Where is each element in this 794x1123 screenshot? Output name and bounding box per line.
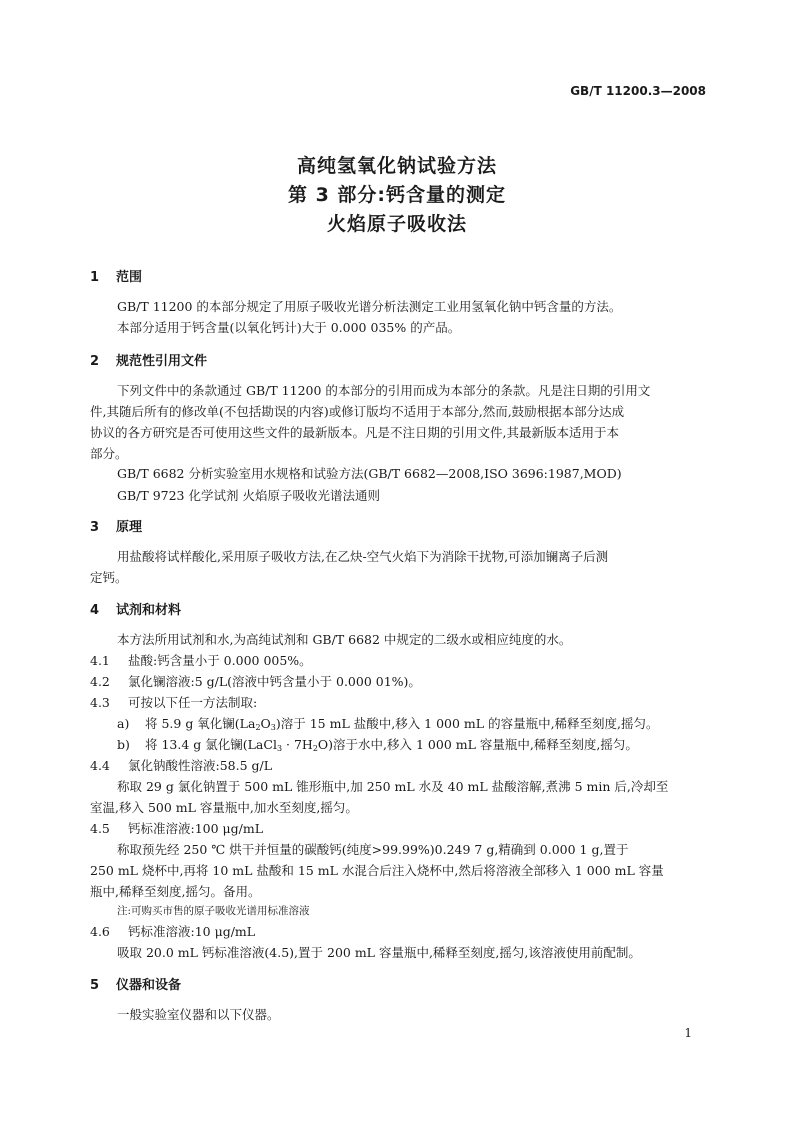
section-title: 规范性引用文件 — [116, 354, 208, 369]
section-4-heading — [90, 599, 181, 618]
subscript: 2 — [312, 744, 318, 753]
paragraph-line: 下列文件中的条款通过 GB/T 11200 的本部分的引用而成为本部分的条款。凡是注日期的引用文 — [117, 383, 651, 398]
list-text: )溶于 15 mL 盐酸中,移入 1 000 mL 的容量瓶中,稀释至刻度,摇匀。 — [275, 716, 659, 731]
clause-text: 可按以下任一方法制取: — [128, 695, 258, 710]
section-1-heading — [90, 266, 142, 285]
list-text: 将 13.4 g 氯化镧(LaCl — [145, 737, 277, 752]
paragraph-line: 称取 29 g 氯化钠置于 500 mL 锥形瓶中,加 250 mL 水及 40 mL 盐酸溶解,煮沸 5 min 后,冷却至 — [117, 779, 669, 794]
section-number: 5 — [90, 978, 100, 993]
paragraph-line: 瓶中,稀释至刻度,摇匀。备用。 — [90, 884, 261, 899]
paragraph-line: 件,其随后所有的修改单(不包括勘误的内容)或修订版均不适用于本部分,然而,鼓励根据本部分达成 — [90, 404, 625, 419]
paragraph-line: 定钙。 — [90, 570, 128, 585]
clause-text: 盐酸:钙含量小于 0.000 005%。 — [128, 653, 312, 668]
section-number: 3 — [90, 520, 100, 535]
paragraph-line: 室温,移入 500 mL 容量瓶中,加水至刻度,摇匀。 — [90, 800, 358, 815]
paragraph-line: 称取预先经 250 ℃ 烘干并恒量的碳酸钙(纯度>99.99%)0.249 7 g,精确到 0.000 1 g,置于 — [117, 842, 629, 857]
clause-4-5 — [90, 819, 263, 837]
list-text: · 7H — [282, 737, 313, 752]
clause-number: 4.3 — [90, 695, 110, 710]
standard-code: GB/T 11200.3—2008 — [570, 84, 706, 98]
clause-4-1 — [90, 651, 312, 669]
subscript: 3 — [276, 744, 283, 753]
note: 注:可购买市售的原子吸收光谱用标准溶液 — [117, 905, 310, 917]
list-item-a — [117, 714, 659, 732]
paragraph-line: 吸取 20.0 mL 钙标准溶液(4.5),置于 200 mL 容量瓶中,稀释至刻度,摇匀,该溶液使用前配制。 — [117, 945, 641, 960]
document-title-line2: 第 3 部分:钙含量的测定 — [287, 184, 507, 206]
clause-number: 4.6 — [90, 924, 110, 939]
paragraph: 本方法所用试剂和水,为高纯试剂和 GB/T 6682 中规定的二级水或相应纯度的水。 — [117, 632, 572, 647]
section-title: 仪器和设备 — [116, 978, 182, 993]
section-2-heading — [90, 350, 207, 369]
paragraph-line: 250 mL 烧杯中,再将 10 mL 盐酸和 15 mL 水混合后注入烧杯中,然后将溶液全部移入 1 000 mL 容量 — [90, 863, 664, 878]
subscript: 3 — [270, 723, 276, 732]
list-item-b — [117, 735, 638, 753]
clause-number: 4.1 — [90, 653, 110, 668]
section-number: 4 — [90, 603, 100, 618]
paragraph-line: 部分。 — [90, 446, 128, 461]
clause-number: 4.4 — [90, 758, 110, 773]
paragraph: 本部分适用于钙含量(以氧化钙计)大于 0.000 035% 的产品。 — [117, 320, 461, 335]
paragraph-line: 协议的各方研究是否可使用这些文件的最新版本。凡是不注日期的引用文件,其最新版本适用于本 — [90, 425, 619, 440]
section-5-heading — [90, 974, 181, 993]
list-text: 将 5.9 g 氧化镧(La — [145, 716, 256, 731]
section-title: 试剂和材料 — [116, 603, 182, 618]
section-number: 1 — [90, 270, 100, 285]
reference-gbt6682: GB/T 6682 分析实验室用水规格和试验方法(GB/T 6682—2008,ISO 3696:1987,MOD) — [117, 466, 622, 481]
clause-text: 氯化镧溶液:5 g/L(溶液中钙含量小于 0.000 01%)。 — [128, 674, 421, 689]
document-title-line3: 火焰原子吸收法 — [326, 213, 467, 235]
list-label: a) — [117, 716, 130, 731]
page-number: 1 — [684, 1026, 692, 1040]
clause-text: 氯化钠酸性溶液:58.5 g/L — [128, 758, 273, 773]
paragraph: 一般实验室仪器和以下仪器。 — [117, 1007, 280, 1022]
clause-text: 钙标准溶液:10 μg/mL — [128, 924, 256, 939]
clause-4-6 — [90, 922, 255, 940]
clause-4-2 — [90, 672, 421, 690]
reference-gbt9723: GB/T 9723 化学试剂 火焰原子吸收光谱法通则 — [117, 488, 380, 503]
subscript: 2 — [255, 723, 261, 732]
list-text: O — [260, 716, 271, 731]
paragraph-line: 用盐酸将试样酸化,采用原子吸收方法,在乙炔-空气火焰下为消除干扰物,可添加镧离子后测 — [117, 549, 609, 564]
clause-4-4 — [90, 756, 272, 774]
document-title-line1: 高纯氢氧化钠试验方法 — [296, 155, 497, 177]
section-title: 范围 — [116, 270, 143, 285]
clause-number: 4.2 — [90, 674, 110, 689]
clause-text: 钙标准溶液:100 μg/mL — [128, 821, 264, 836]
paragraph: GB/T 11200 的本部分规定了用原子吸收光谱分析法测定工业用氢氧化钠中钙含量的方法。 — [117, 299, 622, 314]
section-3-heading — [90, 516, 142, 535]
list-label: b) — [117, 737, 130, 752]
clause-4-3 — [90, 693, 257, 711]
clause-number: 4.5 — [90, 821, 110, 836]
section-title: 原理 — [116, 520, 143, 535]
list-text: O)溶于水中,移入 1 000 mL 容量瓶中,稀释至刻度,摇匀。 — [317, 737, 638, 752]
section-number: 2 — [90, 354, 100, 369]
